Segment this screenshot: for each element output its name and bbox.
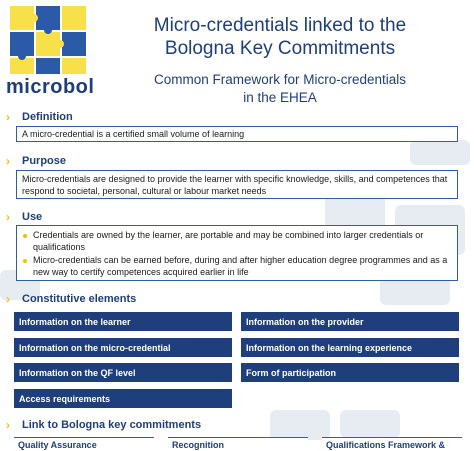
element-access-requirements: Access requirements (14, 389, 232, 408)
chevron-right-icon: › (6, 292, 10, 306)
element-learner: Information on the learner (14, 312, 232, 331)
use-heading-label: Use (22, 211, 43, 223)
use-heading (6, 210, 42, 224)
use-box (16, 225, 458, 281)
commitment-quality-assurance: Quality Assurance (14, 437, 154, 451)
chevron-right-icon: › (6, 154, 10, 168)
puzzle-bg-piece (270, 410, 330, 440)
chevron-right-icon: › (6, 418, 10, 432)
element-form-of-participation: Form of participation (241, 363, 459, 382)
definition-text: A micro-credential is a certified small volume of learning (22, 129, 245, 139)
purpose-text: Micro-credentials are designed to provide the learner with specific knowledge, skills, and competences that respond to societal, personal, cultural or labour market needs (22, 174, 448, 196)
element-provider: Information on the provider (241, 312, 459, 331)
page-title: Micro-credentials linked to the Bologna Key Commitments (153, 15, 407, 59)
puzzle-bg-piece (410, 140, 470, 165)
definition-heading-label: Definition (22, 111, 73, 123)
bologna-heading (6, 418, 201, 432)
chevron-right-icon: › (6, 110, 10, 124)
page-subtitle: Common Framework for Micro-credentials in the EHEA (153, 72, 407, 105)
commitment-qualifications-framework: Qualifications Framework & (322, 437, 462, 451)
bologna-heading-label: Link to Bologna key commitments (22, 419, 202, 431)
element-micro-credential: Information on the micro-credential (14, 338, 232, 357)
logo-wordmark: microbol (6, 76, 95, 98)
definition-box (16, 126, 458, 142)
chevron-right-icon: › (6, 210, 10, 224)
purpose-heading (6, 154, 66, 168)
constitutive-heading (6, 292, 136, 306)
definition-heading (6, 110, 73, 124)
constitutive-heading-label: Constitutive elements (22, 293, 137, 305)
element-qf-level: Information on the QF level (14, 363, 232, 382)
element-learning-experience: Information on the learning experience (241, 338, 459, 357)
commitment-recognition: Recognition (168, 437, 308, 451)
puzzle-bg-piece (340, 410, 400, 438)
use-item: Credentials are owned by the learner, are portable and may be combined into larger credentials or qualifications (33, 230, 451, 253)
use-item: Micro-credentials can be earned before, during and after higher education degree programmes and as a new way to certify competences acquired earlier in life (33, 255, 451, 278)
purpose-box (16, 170, 458, 199)
purpose-heading-label: Purpose (22, 155, 67, 167)
